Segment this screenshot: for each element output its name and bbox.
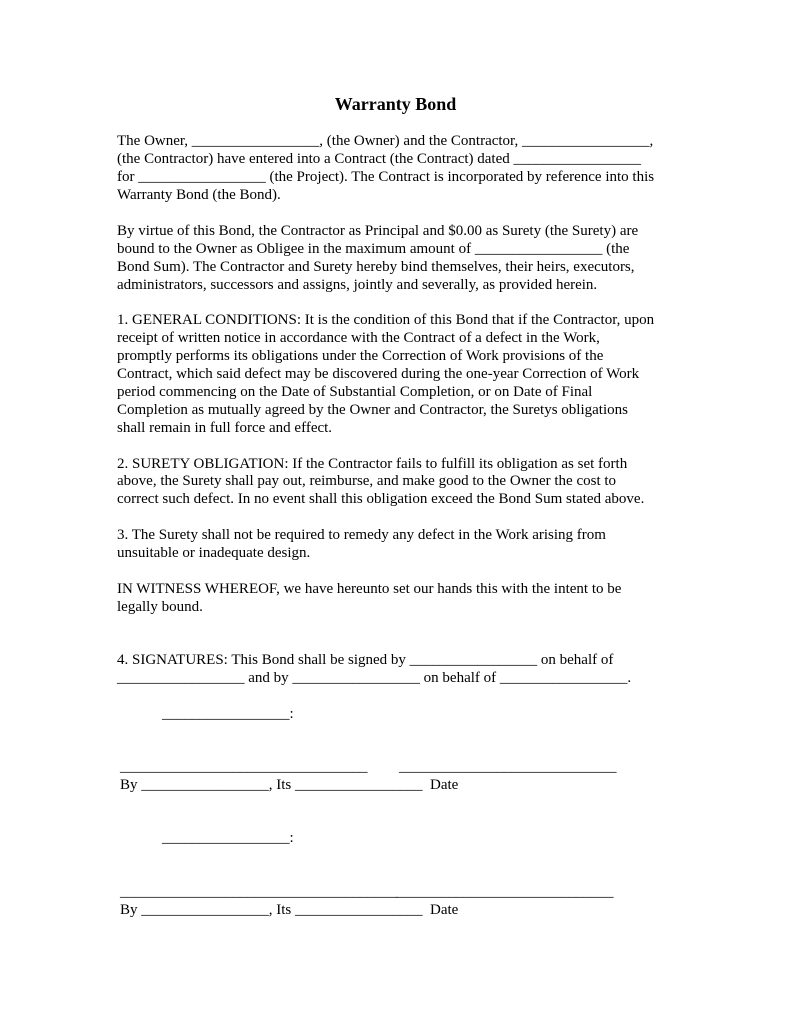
signature-line: _________________________________: [120, 759, 368, 775]
surety-obligation-paragraph-line: above, the Surety shall pay out, reimburse, and make good to the Owner the cost to: [117, 473, 617, 489]
document-title: Warranty Bond: [334, 94, 457, 114]
bond-sum-paragraph-line: By virtue of this Bond, the Contractor as Principal and $0.00 as Surety (the Surety) are: [117, 223, 639, 239]
general-conditions-paragraph-line: Contract, which said defect may be discovered during the one-year Correction of Work: [117, 366, 640, 382]
signatures-paragraph-line: 4. SIGNATURES: This Bond shall be signed by _________________ on behalf of: [117, 652, 614, 668]
intro-paragraph-line: (the Contractor) have entered into a Contract (the Contract) dated _________________: [117, 151, 642, 167]
witness-paragraph-line: IN WITNESS WHEREOF, we have hereunto set our hands this with the intent to be: [117, 581, 622, 597]
general-conditions-paragraph-line: receipt of written notice in accordance with the Contract of a defect in the Work,: [117, 330, 600, 346]
general-conditions-paragraph-line: promptly performs its obligations under the Correction of Work provisions of the: [117, 348, 604, 364]
surety-obligation-paragraph-line: correct such defect. In no event shall this obligation exceed the Bond Sum stated above.: [117, 491, 645, 507]
signatures-paragraph-line: _________________ and by _________________ on behalf of _________________.: [117, 670, 632, 686]
signature-by-line: By _________________, Its _________________ Date: [120, 902, 459, 918]
bond-sum-paragraph-line: administrators, successors and assigns, jointly and severally, as provided herein.: [117, 277, 598, 293]
signature-party-label: _________________:: [162, 706, 294, 722]
general-conditions-paragraph-line: shall remain in full force and effect.: [117, 420, 333, 436]
witness-paragraph-line: legally bound.: [117, 599, 203, 615]
general-conditions-paragraph-line: period commencing on the Date of Substantial Completion, or on Date of Final: [117, 384, 593, 400]
general-conditions-paragraph-line: Completion as mutually agreed by the Owner and Contractor, the Suretys obligations: [117, 402, 628, 418]
surety-obligation-paragraph-line: 2. SURETY OBLIGATION: If the Contractor fails to fulfill its obligation as set forth: [117, 456, 628, 472]
bond-sum-paragraph-line: bound to the Owner as Obligee in the maximum amount of _________________ (the: [117, 241, 630, 257]
design-exclusion-paragraph-line: 3. The Surety shall not be required to remedy any defect in the Work arising from: [117, 527, 606, 543]
intro-paragraph-line: The Owner, _________________, (the Owner) and the Contractor, _________________,: [117, 133, 654, 149]
signature-by-line: By _________________, Its _________________ Date: [120, 777, 459, 793]
bond-sum-paragraph-line: Bond Sum). The Contractor and Surety hereby bind themselves, their heirs, executors,: [117, 259, 635, 275]
signature-line: _____________________________________: [120, 884, 398, 900]
design-exclusion-paragraph-line: unsuitable or inadequate design.: [117, 545, 311, 561]
intro-paragraph-line: Warranty Bond (the Bond).: [117, 187, 281, 203]
date-line: _____________________________: [396, 884, 614, 900]
intro-paragraph-line: for _________________ (the Project). The Contract is incorporated by reference into this: [117, 169, 655, 185]
date-line: _____________________________: [399, 759, 617, 775]
signature-party-label: _________________:: [162, 830, 294, 846]
general-conditions-paragraph-line: 1. GENERAL CONDITIONS: It is the condition of this Bond that if the Contractor, upon: [117, 312, 655, 328]
